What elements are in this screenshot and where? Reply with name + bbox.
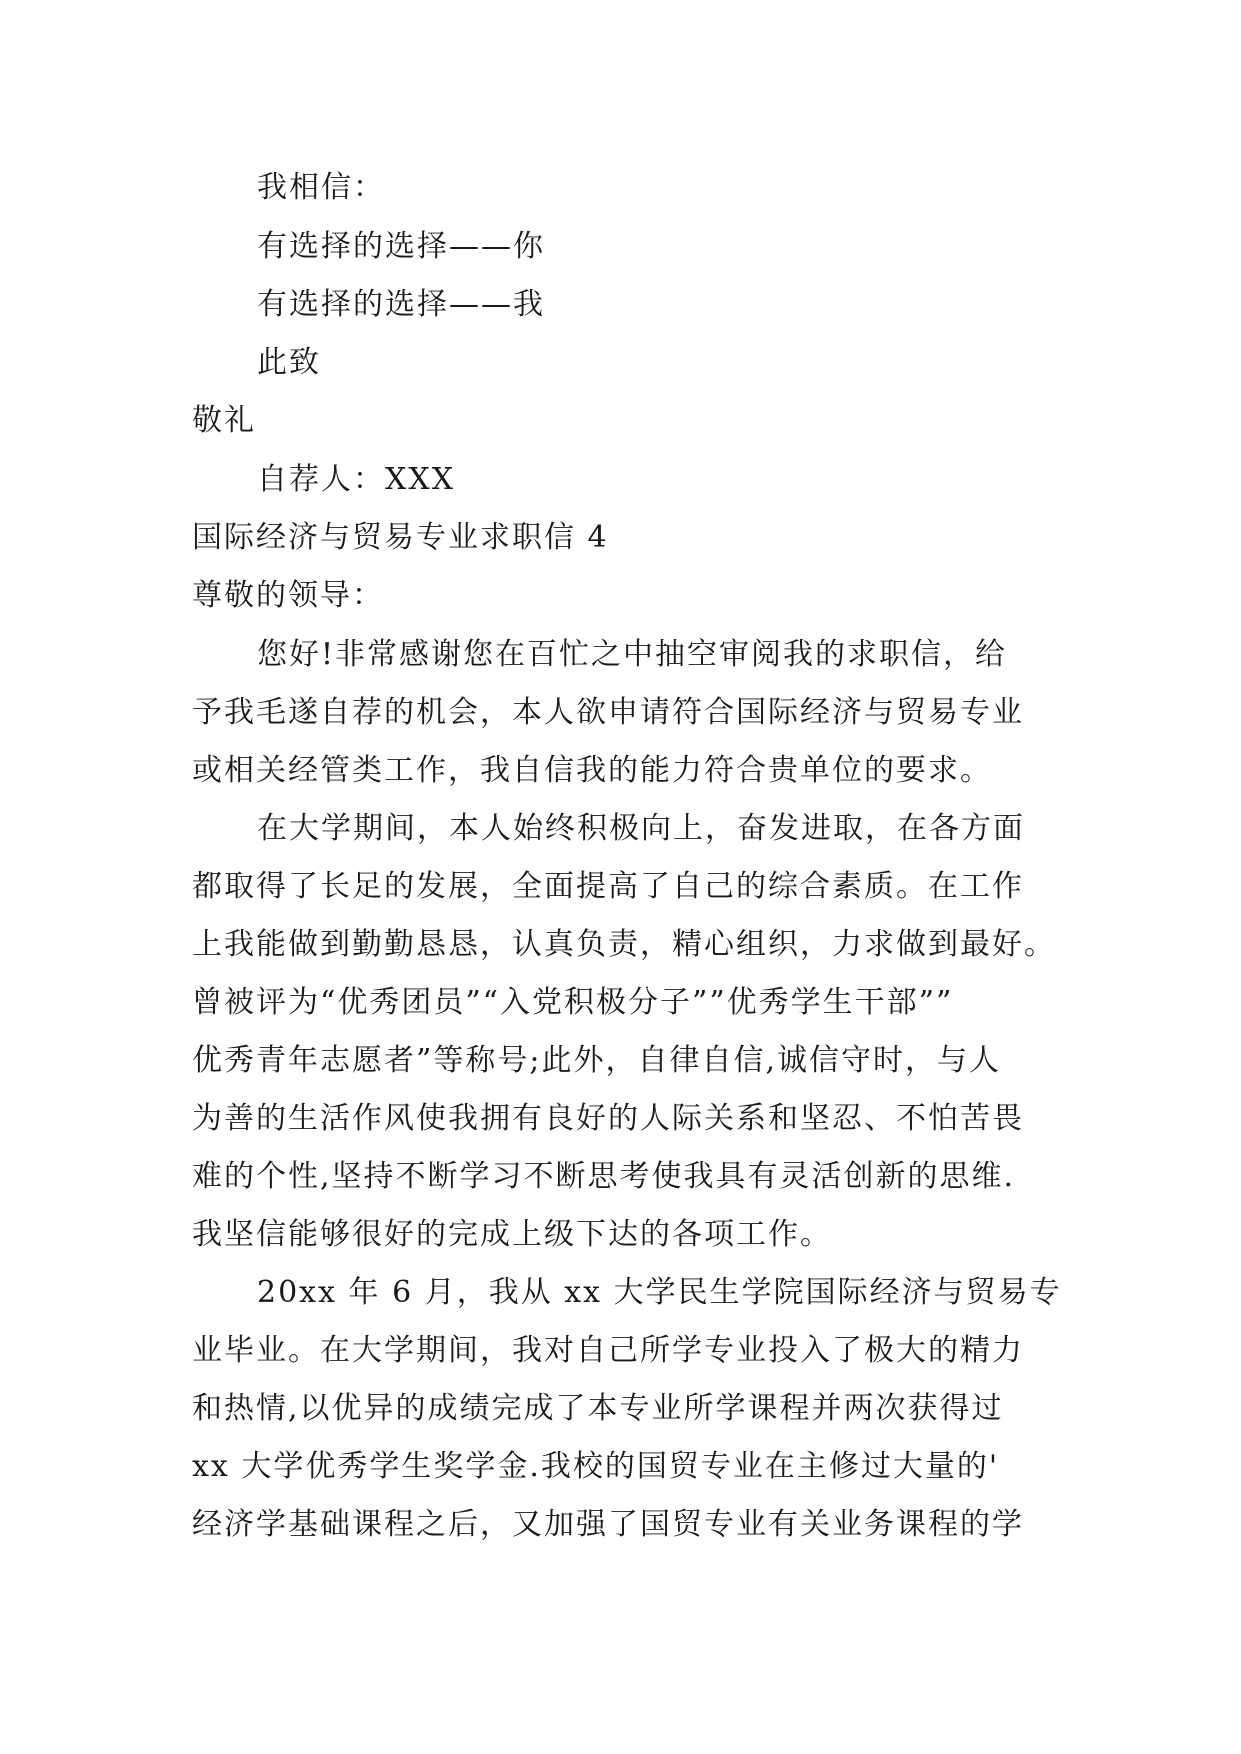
body-line: 经济学基础课程之后，又加强了国贸专业有关业务课程的学	[192, 1507, 1024, 1542]
body-line: 我坚信能够很好的完成上级下达的各项工作。	[192, 1217, 832, 1252]
body-line: 为善的生活作风使我拥有良好的人际关系和坚忍、不怕苦畏	[192, 1101, 1024, 1136]
body-line: 上我能做到勤勤恳恳，认真负责，精心组织，力求做到最好。	[192, 927, 1056, 962]
closing-regards-prefix: 此致	[257, 345, 321, 380]
body-line: xx 大学优秀学生奖学金.我校的国贸专业在主修过大量的'	[192, 1449, 1000, 1484]
body-line: 您好!非常感谢您在百忙之中抽空审阅我的求职信，给	[257, 637, 1008, 672]
body-line: 在大学期间，本人始终积极向上，奋发进取，在各方面	[257, 811, 1025, 846]
body-line: 和热情,以优异的成绩完成了本专业所学课程并两次获得过	[192, 1391, 1004, 1426]
letter-title: 国际经济与贸易专业求职信 4	[192, 520, 609, 555]
closing-regards: 敬礼	[192, 403, 256, 438]
body-line: 曾被评为“优秀团员”“入党积极分子””优秀学生干部””	[192, 985, 954, 1020]
body-line: 予我毛遂自荐的机会，本人欲申请符合国际经济与贸易专业	[192, 695, 1024, 730]
closing-choice-me: 有选择的选择——我	[257, 287, 545, 322]
body-line: 优秀青年志愿者”等称号;此外，自律自信,诚信守时，与人	[192, 1043, 1001, 1078]
body-line: 或相关经管类工作，我自信我的能力符合贵单位的要求。	[192, 753, 992, 788]
body-line: 都取得了长足的发展，全面提高了自己的综合素质。在工作	[192, 869, 1024, 904]
body-line: 20xx 年 6 月，我从 xx 大学民生学院国际经济与贸易专	[257, 1275, 1062, 1310]
body-line: 难的个性,坚持不断学习不断思考使我具有灵活创新的思维.	[192, 1159, 1016, 1194]
body-line: 业毕业。在大学期间，我对自己所学专业投入了极大的精力	[192, 1333, 1024, 1368]
closing-believe: 我相信：	[257, 170, 385, 205]
closing-choice-you: 有选择的选择——你	[257, 229, 545, 264]
letter-salutation: 尊敬的领导：	[192, 578, 384, 613]
closing-signature: 自荐人：XXX	[257, 462, 456, 497]
